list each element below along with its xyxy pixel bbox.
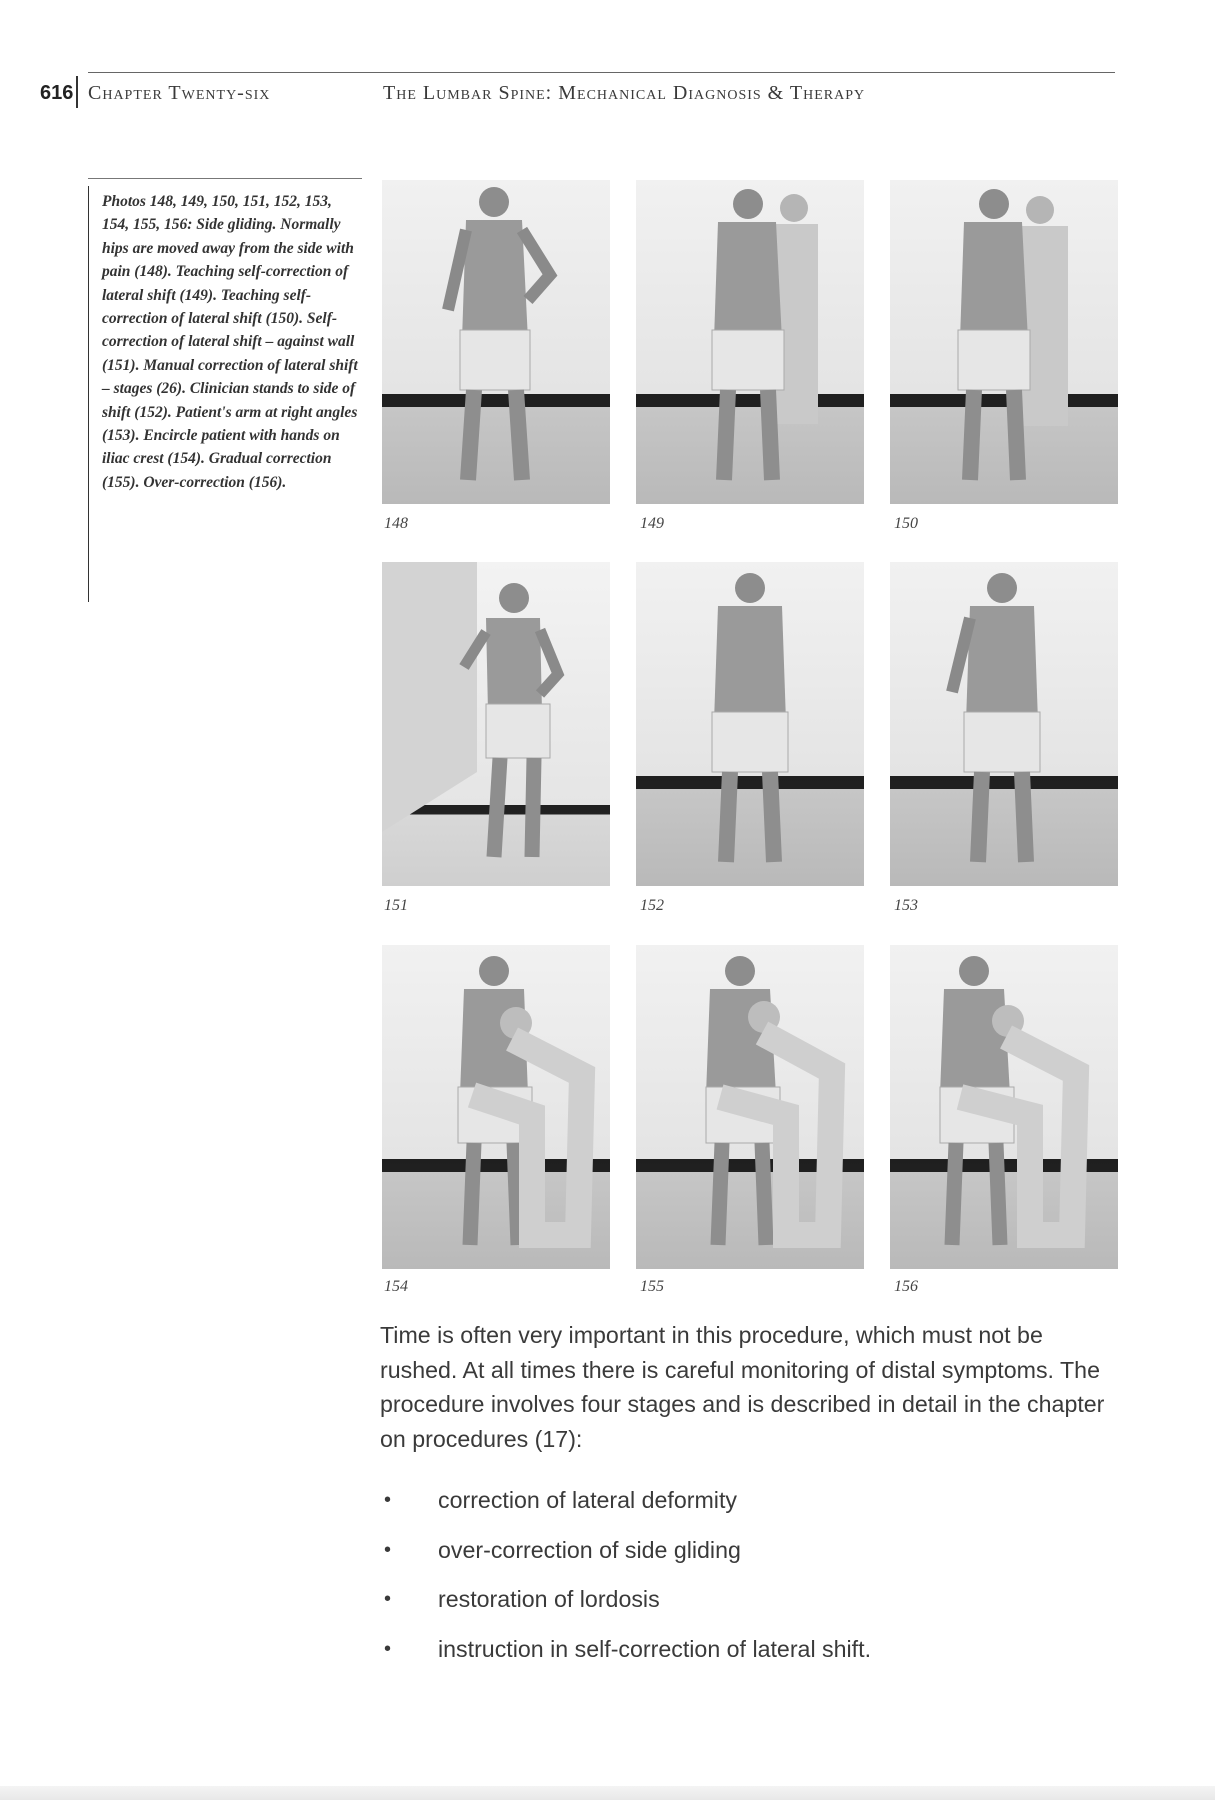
photo-152 (636, 562, 864, 886)
photo-155 (636, 945, 864, 1269)
photo-156 (890, 945, 1118, 1269)
header-divider (76, 76, 78, 108)
photo-label: 149 (640, 515, 664, 532)
list-item (380, 1583, 1115, 1616)
standing-figure-illustration (636, 562, 864, 886)
chapter-title: Chapter Twenty-six (88, 82, 271, 104)
header-rule-right (383, 72, 1115, 73)
two-figure-illustration (636, 180, 864, 504)
photo-150 (890, 180, 1118, 504)
two-figure-illustration (890, 180, 1118, 504)
photo-label: 151 (384, 897, 408, 914)
photo-149 (636, 180, 864, 504)
photo-label: 148 (384, 515, 408, 532)
standing-figure-illustration (382, 180, 610, 504)
photo-label: 154 (384, 1278, 408, 1295)
photo-label: 156 (894, 1278, 918, 1295)
bullet-icon: • (384, 1588, 392, 1610)
list-item-text: correction of lateral deformity (438, 1487, 737, 1513)
bullet-icon: • (384, 1489, 392, 1511)
caption-side-bar (88, 186, 89, 602)
body-text (380, 1318, 1115, 1682)
photo-caption-box (88, 178, 362, 602)
manual-correction-illustration (636, 945, 864, 1269)
header-rule-left (88, 72, 401, 73)
list-item-text: restoration of lordosis (438, 1586, 660, 1612)
body-paragraph: Time is often very important in this procedure, which must not be rushed. At all times there is careful monitoring of distal symptoms. The procedure involves four stages and is described in detail in the chapter on procedures (17): (380, 1322, 1105, 1452)
list-item (380, 1633, 1115, 1666)
bullet-icon: • (384, 1538, 392, 1561)
photo-label: 155 (640, 1278, 664, 1295)
caption-rule (88, 178, 362, 179)
photo-154 (382, 945, 610, 1269)
photo-153 (890, 562, 1118, 886)
photo-label: 150 (894, 515, 918, 532)
list-item (380, 1484, 1115, 1517)
standing-figure-illustration (890, 562, 1118, 886)
photo-label: 152 (640, 897, 664, 914)
list-item (380, 1534, 1115, 1567)
photo-caption: Photos 148, 149, 150, 151, 152, 153, 154, 155, 156: Side gliding. Normally hips are moved away from the side with pain (148). Teaching self-correction of lateral shift (149). Teaching self-correction of lateral shift (150). Self-correction of lateral shift – against wall (151). Manual correction of lateral shift – stages (26). Clinician stands to side of shift (152). Patient's arm at right angles (153). Encircle patient with hands on iliac crest (154). Gradual correction (155). Over-correction (156). (102, 193, 358, 491)
page-bottom-edge (0, 1786, 1215, 1800)
bullet-icon: • (384, 1637, 392, 1660)
book-title: The Lumbar Spine: Mechanical Diagnosis & Therapy (383, 82, 866, 104)
wall-figure-illustration (382, 562, 610, 886)
manual-correction-illustration (890, 945, 1118, 1269)
stage-list (380, 1484, 1115, 1666)
photo-151 (382, 562, 610, 886)
photo-148 (382, 180, 610, 504)
list-item-text: over-correction of side gliding (438, 1536, 741, 1563)
manual-correction-illustration (382, 945, 610, 1269)
list-item-text: instruction in self-correction of lateral shift. (438, 1635, 872, 1662)
page-number: 616 (40, 82, 74, 104)
photo-label: 153 (894, 897, 918, 914)
running-header (40, 72, 1115, 112)
